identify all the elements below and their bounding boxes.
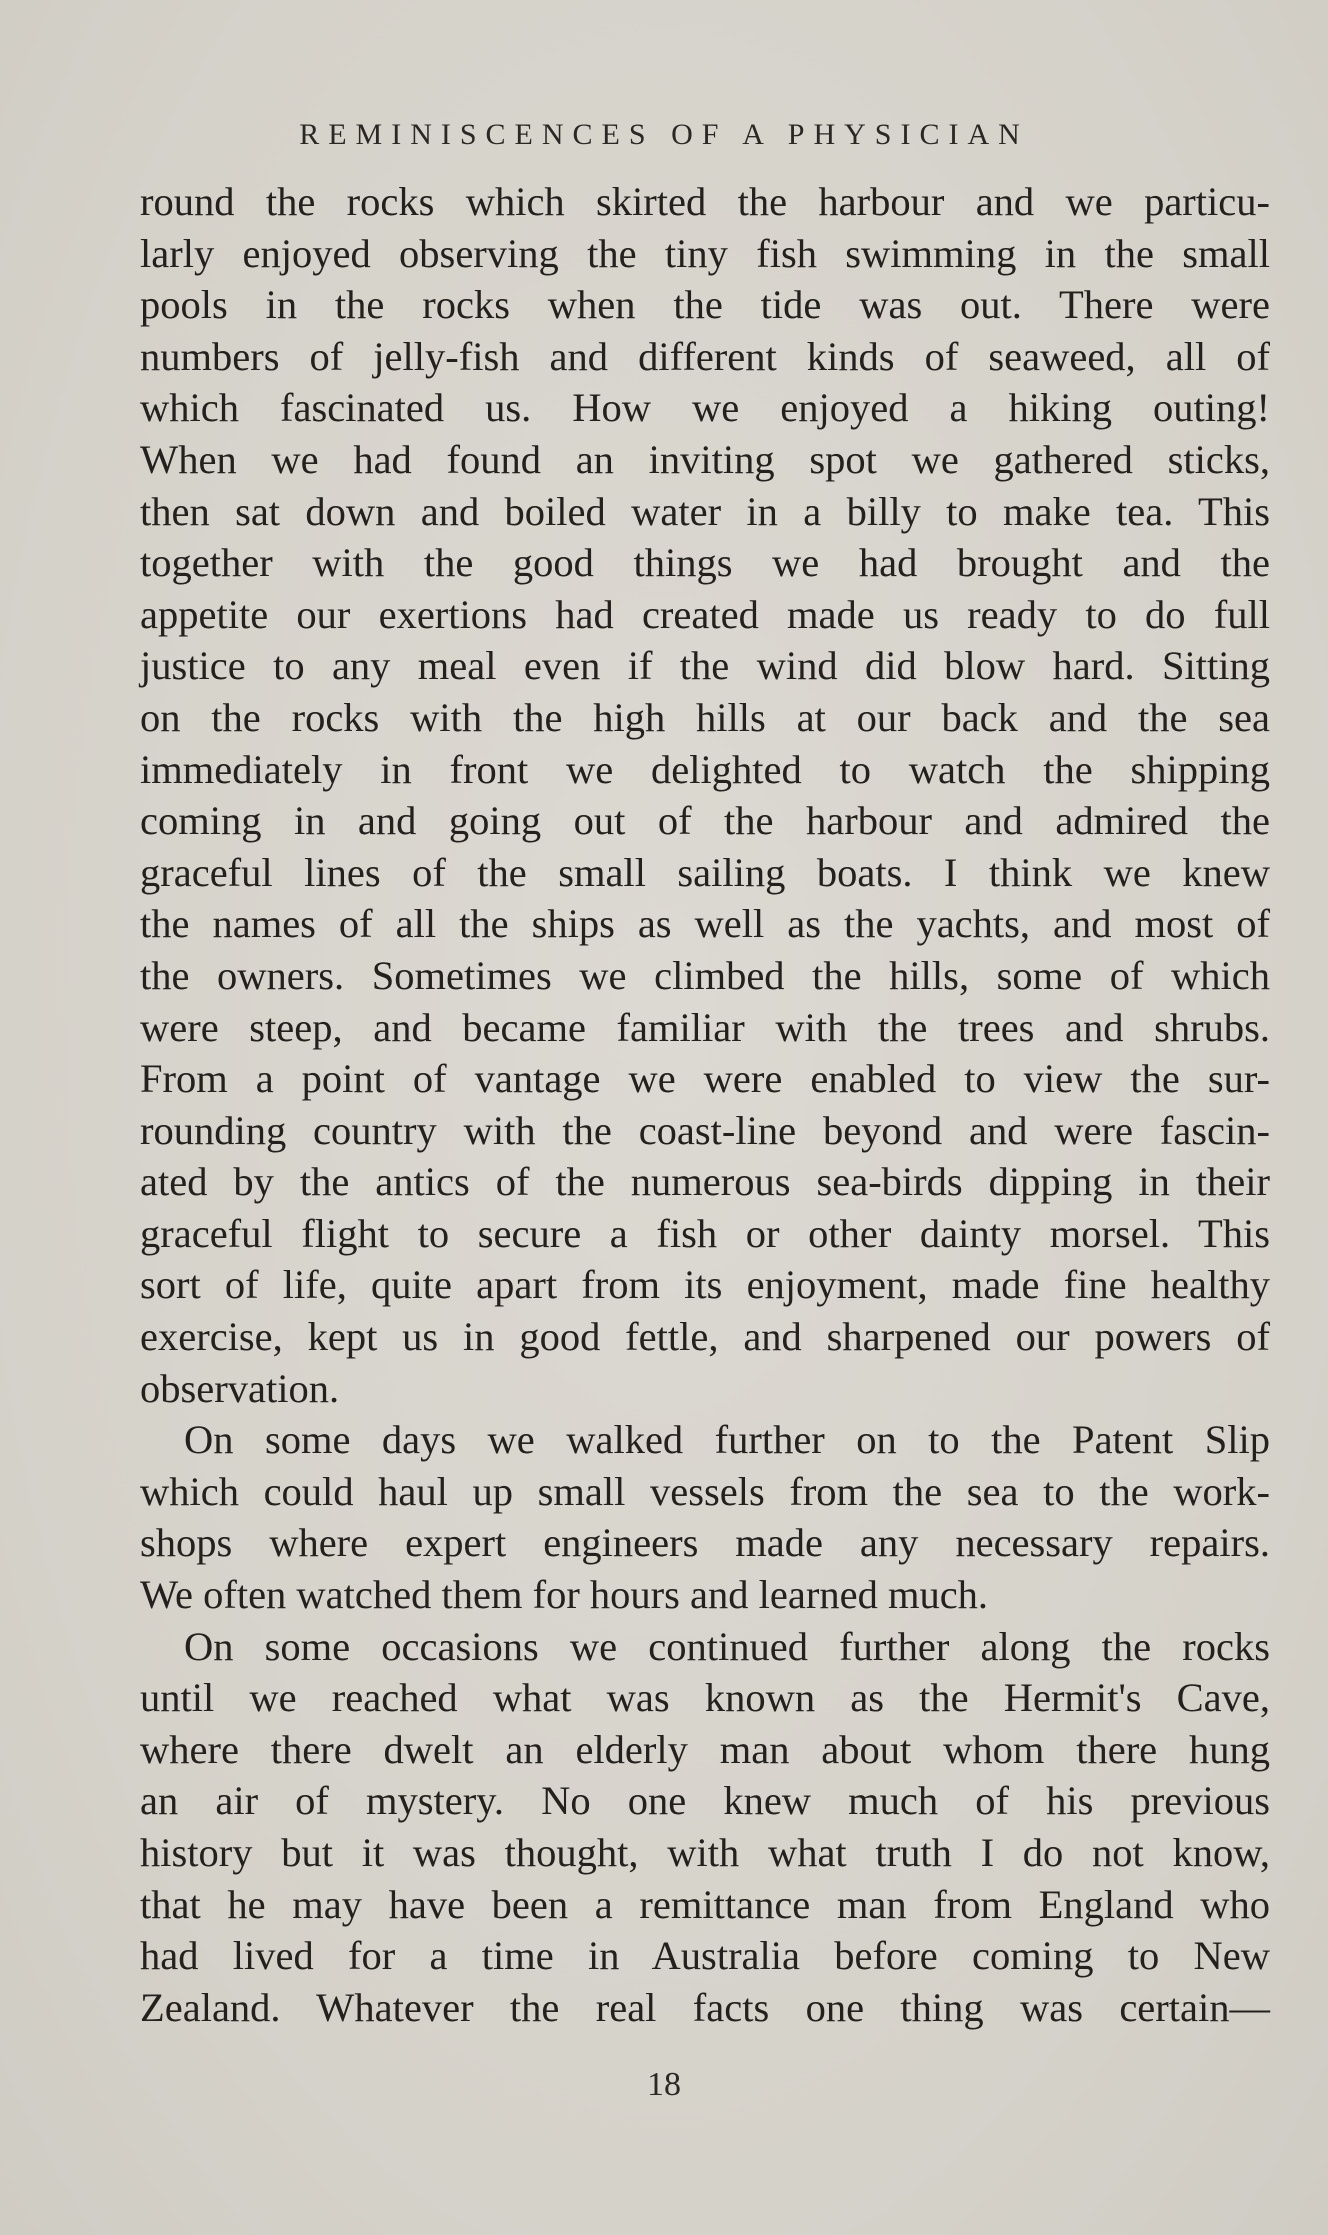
text-line: which could haul up small vessels from the sea to the work- <box>140 1468 1270 1514</box>
paragraph-2 <box>140 1414 1270 1620</box>
text-line: had lived for a time in Australia before coming to New <box>140 1933 1270 1979</box>
page-number: 18 <box>647 2066 681 2103</box>
text-line: then sat down and boiled water in a billy to make tea. This <box>140 488 1270 534</box>
text-line: history but it was thought, with what truth I do not know, <box>140 1830 1270 1875</box>
text-line: pools in the rocks when the tide was out. There were <box>140 282 1270 328</box>
text-line: justice to any meal even if the wind did blow hard. Sitting <box>140 643 1270 689</box>
text-line: immediately in front we delighted to watch the shipping <box>140 746 1270 792</box>
text-line: When we had found an inviting spot we gathered sticks, <box>140 436 1270 482</box>
text-line: Zealand. Whatever the real facts one thing was certain— <box>140 1984 1270 2030</box>
text-line: graceful lines of the small sailing boats. I think we knew <box>140 849 1270 895</box>
text-line: On some occasions we continued further along the rocks <box>184 1623 1270 1669</box>
text-line: graceful flight to secure a fish or other dainty morsel. This <box>140 1210 1270 1256</box>
text-line: exercise, kept us in good fettle, and sharpened our powers of <box>140 1314 1270 1360</box>
text-line: until we reached what was known as the Hermit's Cave, <box>140 1675 1270 1721</box>
text-line: round the rocks which skirted the harbour and we particu- <box>140 179 1270 224</box>
text-line: an air of mystery. No one knew much of his previous <box>140 1778 1270 1824</box>
text-line: were steep, and became familiar with the trees and shrubs. <box>140 1004 1270 1050</box>
text-line: together with the good things we had brought and the <box>140 540 1270 586</box>
paragraph-1 <box>140 176 1270 1414</box>
text-line: the names of all the ships as well as the yachts, and most of <box>140 901 1270 947</box>
text-line: We often watched them for hours and learned much. <box>140 1572 989 1618</box>
text-line: On some days we walked further on to the Patent Slip <box>184 1417 1270 1463</box>
running-head: REMINISCENCES OF A PHYSICIAN <box>299 118 1029 151</box>
text-line: larly enjoyed observing the tiny fish swimming in the small <box>140 230 1270 276</box>
text-line: that he may have been a remittance man from England who <box>140 1881 1270 1927</box>
text-line: appetite our exertions had created made us ready to do full <box>140 591 1270 637</box>
text-line: shops where expert engineers made any necessary repairs. <box>140 1520 1270 1566</box>
text-line: numbers of jelly-fish and different kinds of seaweed, all of <box>140 333 1270 379</box>
text-line: which fascinated us. How we enjoyed a hiking outing! <box>140 385 1270 431</box>
text-line: where there dwelt an elderly man about whom there hung <box>140 1726 1270 1772</box>
text-line: sort of life, quite apart from its enjoyment, made fine healthy <box>140 1262 1270 1308</box>
text-line: observation. <box>140 1365 340 1411</box>
text-line: From a point of vantage we were enabled to view the sur- <box>140 1056 1270 1102</box>
body-text <box>140 176 1270 2033</box>
text-line: rounding country with the coast-line beyond and were fascin- <box>140 1107 1270 1153</box>
paragraph-3 <box>140 1621 1270 2034</box>
text-line: coming in and going out of the harbour and admired the <box>140 798 1270 844</box>
text-line: ated by the antics of the numerous sea-birds dipping in their <box>140 1159 1270 1205</box>
text-line: the owners. Sometimes we climbed the hills, some of which <box>140 952 1270 998</box>
text-line: on the rocks with the high hills at our back and the sea <box>140 694 1270 740</box>
